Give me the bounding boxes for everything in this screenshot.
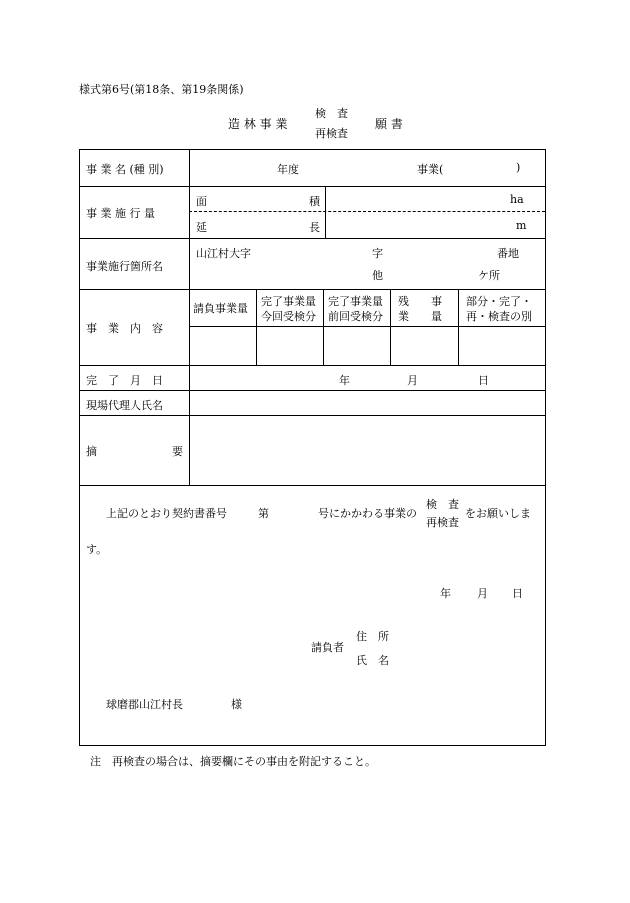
area-label-2: 積	[309, 195, 320, 208]
execution-amount-label: 事 業 施 行 量	[86, 207, 155, 220]
content-column-divider	[390, 289, 391, 365]
col-remaining-1: 残 事	[398, 295, 442, 308]
row-divider	[80, 415, 545, 416]
area-label: 面	[196, 195, 207, 208]
title-option-inspection: 検 査	[315, 107, 348, 120]
request-text-dai: 第	[258, 507, 269, 520]
col-completed-previous-2: 前回受検分	[328, 310, 383, 323]
request-date-year: 年	[440, 587, 451, 600]
location-label: 事業施行箇所名	[86, 260, 163, 273]
length-unit: m	[516, 219, 527, 232]
project-name-label: 事 業 名 (種 別)	[86, 163, 164, 176]
close-paren: )	[516, 161, 521, 174]
completion-year: 年	[339, 374, 350, 387]
addressee-honorific: 様	[231, 698, 242, 711]
contractor-label: 請負者	[311, 641, 344, 654]
row-divider	[80, 390, 545, 391]
kasho-text: ケ所	[478, 269, 500, 282]
row-divider	[80, 238, 545, 239]
area-unit: ha	[510, 193, 524, 206]
completion-date-label: 完 了 月 日	[86, 374, 163, 387]
col-completed-current-2: 今回受検分	[261, 310, 316, 323]
col-inspection-type-1: 部分・完了・	[466, 295, 532, 308]
hoka-text: 他	[372, 269, 383, 282]
request-text-part2: 号にかかわる事業の	[318, 507, 417, 520]
col-completed-current-1: 完了事業量	[261, 295, 316, 308]
contractor-address-label: 住 所	[356, 630, 389, 643]
title-prefix: 造 林 事 業	[228, 117, 288, 131]
completion-day: 日	[478, 374, 489, 387]
addressee: 球磨郡山江村長	[106, 698, 183, 711]
row-divider	[80, 485, 545, 486]
summary-label-left: 摘	[86, 445, 97, 458]
title-suffix: 願 書	[375, 117, 403, 131]
application-form-box	[79, 149, 546, 746]
content-column-divider	[458, 289, 459, 365]
request-text-end: す。	[86, 543, 108, 556]
aza-text: 字	[372, 247, 383, 260]
col-remaining-2: 業 量	[398, 310, 442, 323]
label-column-divider	[189, 150, 190, 485]
banchi-text: 番地	[497, 247, 519, 260]
request-date-month: 月	[477, 587, 488, 600]
content-label: 事 業 内 容	[86, 322, 163, 335]
content-column-divider	[256, 289, 257, 365]
length-label-2: 長	[309, 221, 320, 234]
completion-month: 月	[407, 374, 418, 387]
request-date-day: 日	[512, 587, 523, 600]
request-option-inspection: 検 査	[426, 498, 459, 511]
request-text-part3: をお願いしま	[465, 507, 531, 520]
form-number: 様式第6号(第18条、第19条関係)	[79, 83, 244, 96]
row-divider	[80, 186, 545, 187]
length-label: 延	[196, 221, 207, 234]
col-contract-amount: 請負事業量	[193, 302, 248, 315]
village-text: 山江村大字	[196, 247, 251, 260]
title-option-reinspection: 再検査	[315, 127, 348, 140]
amount-column-divider	[325, 186, 326, 238]
col-completed-previous-1: 完了事業量	[328, 295, 383, 308]
footer-note: 注 再検査の場合は、摘要欄にその事由を附記すること。	[90, 755, 376, 768]
row-divider-dashed	[189, 211, 545, 212]
site-agent-label: 現場代理人氏名	[86, 399, 163, 412]
row-divider	[80, 289, 545, 290]
row-divider	[189, 326, 545, 327]
content-column-divider	[323, 289, 324, 365]
project-text: 事業(	[417, 163, 444, 176]
request-text-part1: 上記のとおり契約書番号	[106, 507, 227, 520]
contractor-name-label: 氏 名	[356, 654, 389, 667]
summary-label-right: 要	[172, 445, 183, 458]
col-inspection-type-2: 再・検査の別	[466, 310, 532, 323]
row-divider	[80, 365, 545, 366]
fiscal-year-text: 年度	[277, 163, 299, 176]
request-option-reinspection: 再検査	[426, 516, 459, 529]
